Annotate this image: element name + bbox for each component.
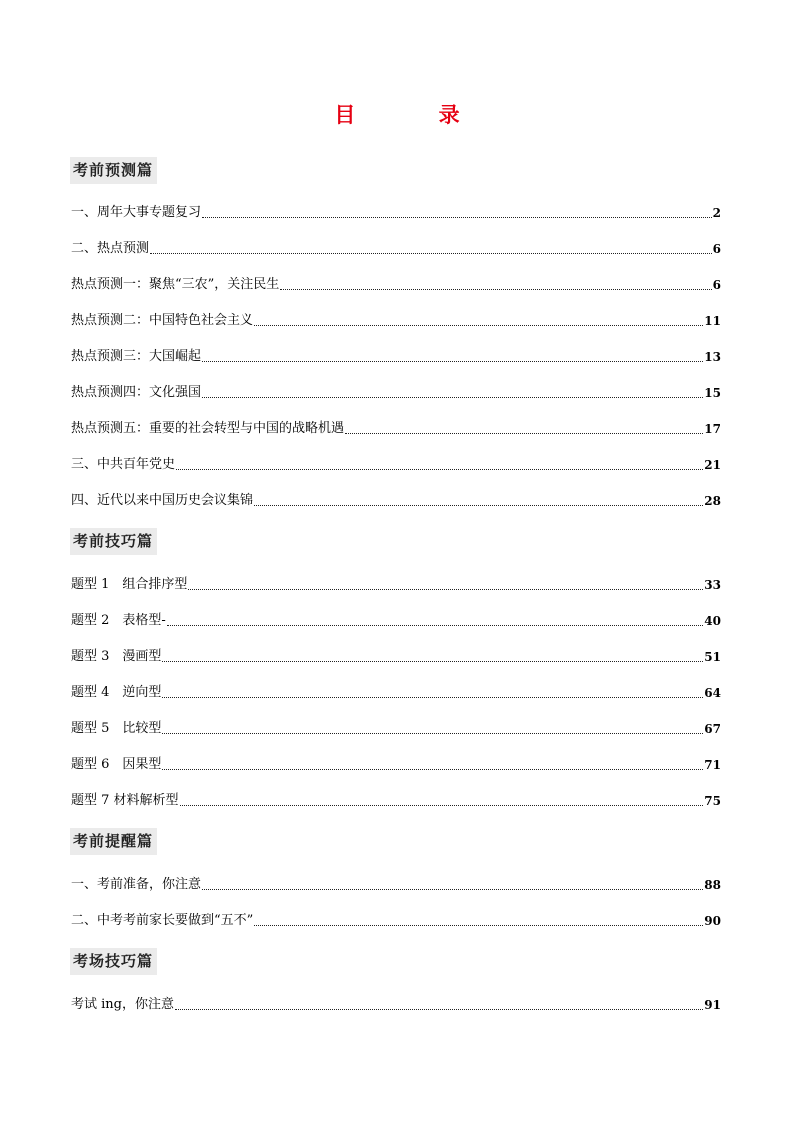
toc-page-number: 21	[704, 458, 721, 472]
toc-page-number: 90	[704, 914, 721, 928]
toc-entry[interactable]	[71, 420, 721, 438]
toc-entry[interactable]	[71, 684, 721, 702]
toc-entry[interactable]	[71, 612, 721, 630]
section-heading-exam-room: 考场技巧篇	[70, 948, 157, 975]
toc-page-number: 6	[712, 242, 721, 256]
toc-page-number: 15	[704, 386, 721, 400]
toc-page-number: 88	[704, 878, 721, 892]
leader-dots	[180, 804, 704, 806]
toc-page-number: 64	[704, 686, 721, 700]
leader-dots	[254, 324, 703, 326]
toc-entry-text: 热点预测二：中国特色社会主义	[71, 313, 254, 328]
section-heading-prediction: 考前预测篇	[70, 157, 157, 184]
toc-page-number: 2	[712, 206, 721, 220]
page-title: 目 录	[334, 102, 498, 127]
toc-entry-text: 考试 ing，你注意	[71, 997, 174, 1012]
section-heading-skills: 考前技巧篇	[70, 528, 157, 555]
toc-page-number: 51	[704, 650, 721, 664]
leader-dots	[162, 732, 703, 734]
toc-entry[interactable]	[71, 276, 721, 294]
toc-entry[interactable]	[71, 912, 721, 930]
toc-entry-text: 题型 5 比较型	[71, 721, 162, 736]
leader-dots	[202, 888, 703, 890]
toc-entry-text: 题型 6 因果型	[71, 757, 162, 772]
leader-dots	[162, 696, 703, 698]
toc-page-number: 11	[704, 314, 721, 328]
toc-page-number: 71	[704, 758, 721, 772]
leader-dots	[202, 216, 712, 218]
toc-entry-text: 一、周年大事专题复习	[71, 205, 202, 220]
leader-dots	[176, 468, 703, 470]
leader-dots	[175, 1008, 703, 1010]
leader-dots	[254, 504, 703, 506]
toc-entry-text: 题型 2 表格型-	[71, 613, 166, 628]
toc-entry-text: 热点预测五：重要的社会转型与中国的战略机遇	[71, 421, 345, 436]
toc-entry-text: 热点预测一：聚焦“三农”，关注民生	[71, 277, 280, 292]
toc-entry[interactable]	[71, 996, 721, 1014]
toc-entry[interactable]	[71, 348, 721, 366]
toc-entry-text: 题型 1 组合排序型	[71, 577, 188, 592]
leader-dots	[167, 624, 704, 626]
leader-dots	[202, 396, 703, 398]
toc-page-number: 6	[712, 278, 721, 292]
toc-page-number: 13	[704, 350, 721, 364]
toc-entry-text: 题型 7 材料解析型	[71, 793, 179, 808]
toc-page-number: 28	[704, 494, 721, 508]
toc-entry[interactable]	[71, 756, 721, 774]
toc-entry[interactable]	[71, 792, 721, 810]
toc-entry-text: 二、热点预测	[71, 241, 150, 256]
toc-entry-text: 一、考前准备，你注意	[71, 877, 202, 892]
toc-entry-text: 二、中考考前家长要做到“五不”	[71, 913, 254, 928]
toc-entry-text: 题型 3 漫画型	[71, 649, 162, 664]
toc-entry[interactable]	[71, 312, 721, 330]
leader-dots	[345, 432, 703, 434]
toc-entry[interactable]	[71, 576, 721, 594]
toc-entry-text: 四、近代以来中国历史会议集锦	[71, 493, 254, 508]
toc-entry-text: 三、中共百年党史	[71, 457, 176, 472]
toc-entry[interactable]	[71, 720, 721, 738]
toc-entry-text: 热点预测三：大国崛起	[71, 349, 202, 364]
toc-page-number: 75	[704, 794, 721, 808]
toc-entry[interactable]	[71, 876, 721, 894]
leader-dots	[254, 924, 703, 926]
toc-entry[interactable]	[71, 204, 721, 222]
toc-page-number: 91	[704, 998, 721, 1012]
toc-entry-text: 热点预测四：文化强国	[71, 385, 202, 400]
section-heading-reminders: 考前提醒篇	[70, 828, 157, 855]
toc-entry[interactable]	[71, 384, 721, 402]
leader-dots	[162, 660, 703, 662]
toc-page-number: 33	[704, 578, 721, 592]
leader-dots	[202, 360, 703, 362]
toc-page-number: 17	[704, 422, 721, 436]
toc-entry[interactable]	[71, 648, 721, 666]
toc-entry[interactable]	[71, 492, 721, 510]
leader-dots	[150, 252, 712, 254]
leader-dots	[162, 768, 703, 770]
toc-page-number: 67	[704, 722, 721, 736]
toc-entry-text: 题型 4 逆向型	[71, 685, 162, 700]
leader-dots	[188, 588, 703, 590]
toc-entry[interactable]	[71, 456, 721, 474]
leader-dots	[280, 288, 711, 290]
toc-page-number: 40	[704, 614, 721, 628]
toc-entry[interactable]	[71, 240, 721, 258]
